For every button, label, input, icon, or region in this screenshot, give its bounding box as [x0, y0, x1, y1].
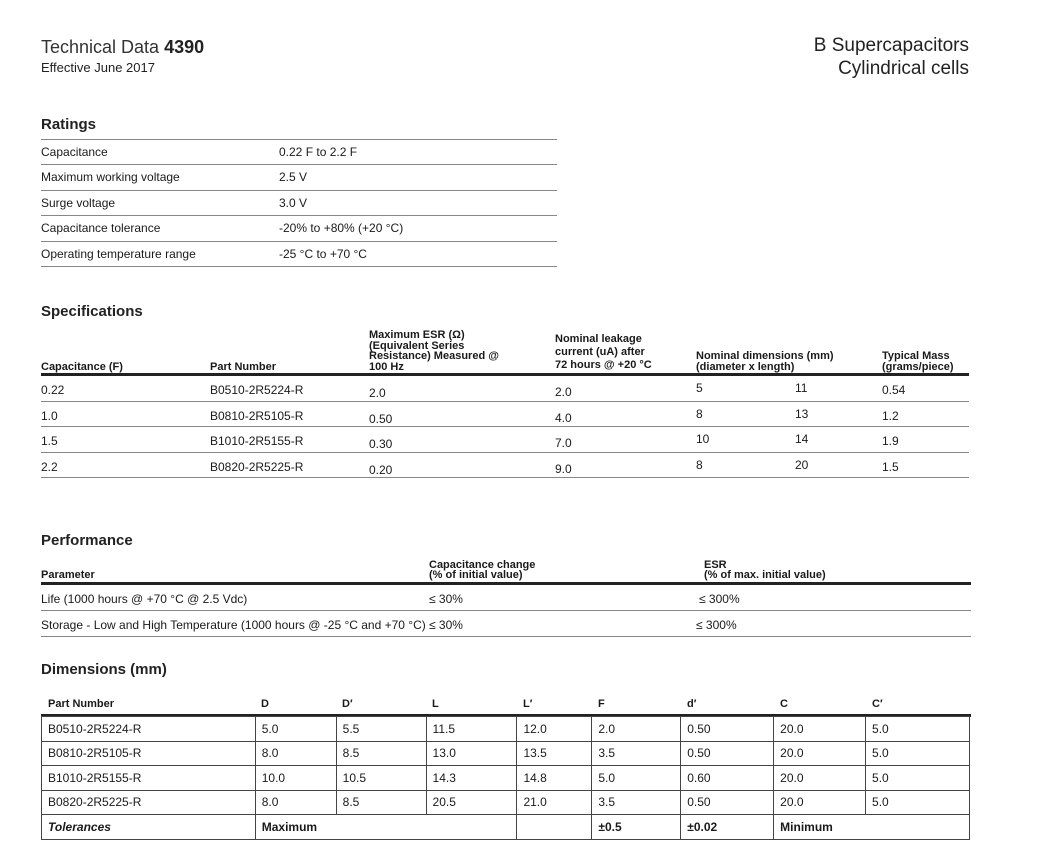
table-row [42, 741, 970, 766]
cell-leakage: 9.0 [555, 461, 572, 476]
cell-d-prime: 8.5 [336, 790, 426, 815]
cell-c-prime: 5.0 [866, 741, 970, 766]
table-row [41, 427, 969, 453]
col-capacitance: Capacitance (F) [41, 360, 123, 373]
cell-d: 8.0 [255, 790, 336, 815]
rating-value: -25 °C to +70 °C [279, 246, 367, 261]
cell-d-lower-prime: 0.50 [681, 741, 774, 766]
cap-change-header-line: Capacitance change [429, 559, 536, 571]
cell-c: 20.0 [774, 717, 866, 742]
tolerance-f: ±0.5 [592, 815, 681, 840]
col-d: D [261, 698, 269, 710]
cell-capacitance-change: ≤ 30% [429, 592, 463, 606]
performance-header [41, 557, 971, 585]
col-part-number: Part Number [48, 698, 115, 710]
cell-capacitance: 1.0 [41, 408, 58, 423]
table-row [41, 402, 969, 428]
cell-length: 11 [795, 381, 808, 395]
dims-header-line: (diameter x length) [696, 360, 795, 373]
cell-length: 20 [795, 457, 809, 472]
cell-diameter: 8 [696, 406, 703, 421]
table-row [41, 216, 557, 241]
esr-header-line: 100 Hz [369, 360, 404, 373]
cell-diameter: 10 [696, 432, 710, 446]
cell-l: 14.3 [426, 766, 517, 791]
esr-header-line: (Equivalent Series [369, 339, 465, 352]
tolerance-maximum: Maximum [255, 815, 517, 840]
cell-f: 5.0 [592, 766, 681, 791]
cell-mass: 1.5 [882, 459, 899, 474]
cell-capacitance: 0.22 [41, 383, 65, 397]
dims-header-line: Nominal dimensions (mm) [696, 350, 834, 362]
table-row [42, 766, 970, 791]
cell-mass: 1.2 [882, 408, 899, 423]
cell-mass: 1.9 [882, 434, 899, 448]
col-l-prime: L′ [523, 698, 533, 710]
cell-l: 13.0 [426, 741, 517, 766]
col-part-number: Part Number [210, 360, 277, 373]
cap-change-header-line: (% of initial value) [429, 569, 523, 581]
table-row [42, 790, 970, 815]
col-c-prime: C′ [872, 698, 883, 710]
tolerance-empty [517, 815, 592, 840]
cell-d: 5.0 [255, 717, 336, 742]
cell-f: 3.5 [592, 790, 681, 815]
col-capacitance-change [429, 560, 535, 580]
table-row [41, 139, 557, 165]
esr-header-line: Resistance) Measured @ [369, 350, 499, 362]
cell-d-prime: 8.5 [336, 741, 426, 766]
tolerance-d-lower-prime: ±0.02 [681, 815, 774, 840]
cell-d-prime: 10.5 [336, 766, 426, 791]
cell-part-number: B0810-2R5105-R [210, 408, 304, 423]
effective-date: Effective June 2017 [41, 60, 155, 75]
cell-d: 8.0 [255, 741, 336, 766]
cell-l-prime: 13.5 [517, 741, 592, 766]
cell-part-number: B0820-2R5225-R [210, 459, 304, 474]
cell-c: 20.0 [774, 766, 866, 791]
rating-label: Capacitance tolerance [41, 221, 161, 236]
table-row [41, 611, 971, 637]
table-row [41, 242, 557, 267]
cell-esr-change: ≤ 300% [699, 592, 740, 606]
col-d-prime: D′ [342, 698, 353, 710]
cell-parameter: Life (1000 hours @ +70 °C @ 2.5 Vdc) [41, 592, 248, 606]
col-esr-change [704, 560, 826, 580]
table-row [42, 717, 970, 742]
cell-l: 11.5 [426, 717, 517, 742]
dimensions-table [41, 716, 970, 840]
cell-d-lower-prime: 0.60 [681, 766, 774, 791]
cell-leakage: 4.0 [555, 410, 572, 425]
col-c: C [780, 698, 788, 710]
product-family [814, 34, 969, 80]
leakage-header-line: Nominal leakage [555, 333, 642, 345]
col-l: L [432, 698, 439, 710]
mass-header-line: Typical Mass [882, 350, 950, 362]
rating-label: Operating temperature range [41, 246, 196, 261]
table-row [41, 376, 969, 402]
specifications-title: Specifications [41, 303, 143, 320]
table-row [41, 453, 969, 479]
cell-parameter: Storage - Low and High Temperature (1000 hours @ -25 °C and +70 °C) [41, 618, 426, 632]
col-leakage [555, 333, 652, 372]
cell-c-prime: 5.0 [866, 717, 970, 742]
tolerance-minimum: Minimum [774, 815, 970, 840]
specifications-header [41, 329, 969, 376]
tolerances-label: Tolerances [42, 815, 256, 840]
cell-d-lower-prime: 0.50 [681, 717, 774, 742]
cell-esr: 0.50 [369, 411, 393, 426]
cell-l-prime: 21.0 [517, 790, 592, 815]
document-header [41, 37, 204, 75]
rating-value: 0.22 F to 2.2 F [279, 145, 358, 159]
dimensions-header [41, 694, 971, 717]
cell-part-number: B0510-2R5224-R [42, 717, 256, 742]
col-d-lower-prime: d′ [687, 698, 697, 710]
cell-capacitance-change: ≤ 30% [429, 618, 463, 632]
brand-line-1: B Supercapacitors [813, 35, 969, 56]
cell-length: 13 [795, 406, 809, 421]
col-f: F [598, 698, 605, 710]
cell-c: 20.0 [774, 790, 866, 815]
cell-capacitance: 2.2 [41, 459, 58, 474]
leakage-header-line: current (uA) after [555, 346, 645, 358]
cell-length: 14 [795, 432, 809, 446]
cell-part-number: B1010-2R5155-R [42, 766, 256, 791]
col-mass [882, 351, 954, 372]
esr-change-header-line: (% of max. initial value) [704, 569, 826, 581]
esr-change-header-line: ESR [704, 559, 727, 571]
cell-leakage: 7.0 [555, 436, 572, 450]
tolerances-row [42, 815, 970, 840]
cell-part-number: B0810-2R5105-R [42, 741, 256, 766]
dimensions-title: Dimensions (mm) [41, 661, 167, 678]
cell-part-number: B1010-2R5155-R [210, 434, 304, 448]
performance-title: Performance [41, 532, 133, 549]
cell-d-prime: 5.5 [336, 717, 426, 742]
specifications-table [41, 376, 969, 478]
cell-l-prime: 12.0 [517, 717, 592, 742]
cell-esr-change: ≤ 300% [696, 618, 737, 632]
leakage-header-line: 72 hours @ +20 °C [555, 359, 652, 371]
cell-esr: 0.30 [369, 437, 393, 451]
cell-diameter: 8 [696, 457, 703, 472]
cell-c-prime: 5.0 [866, 766, 970, 791]
cell-leakage: 2.0 [555, 385, 572, 399]
title-prefix: Technical Data [41, 37, 160, 57]
table-row [41, 165, 557, 190]
title-number: 4390 [164, 37, 205, 57]
cell-esr: 2.0 [369, 386, 386, 400]
mass-header-line: (grams/piece) [882, 360, 954, 373]
performance-table [41, 585, 971, 637]
table-row [41, 191, 557, 216]
cell-d-lower-prime: 0.50 [681, 790, 774, 815]
rating-label: Maximum working voltage [41, 170, 180, 185]
esr-header-line: Maximum ESR (Ω) [369, 329, 465, 341]
cell-diameter: 5 [696, 381, 703, 395]
col-esr [369, 330, 499, 372]
rating-label: Surge voltage [41, 195, 116, 210]
cell-f: 3.5 [592, 741, 681, 766]
cell-esr: 0.20 [369, 462, 393, 477]
document-title [41, 37, 204, 58]
cell-l: 20.5 [426, 790, 517, 815]
table-row [41, 585, 971, 611]
rating-value: 2.5 V [279, 170, 308, 185]
cell-l-prime: 14.8 [517, 766, 592, 791]
brand-line-2: Cylindrical cells [838, 58, 969, 79]
cell-d: 10.0 [255, 766, 336, 791]
ratings-title: Ratings [41, 116, 97, 133]
cell-c-prime: 5.0 [866, 790, 970, 815]
cell-f: 2.0 [592, 717, 681, 742]
cell-part-number: B0510-2R5224-R [210, 383, 304, 397]
cell-mass: 0.54 [882, 383, 906, 397]
col-dimensions [696, 351, 834, 372]
cell-c: 20.0 [774, 741, 866, 766]
rating-value: 3.0 V [279, 195, 308, 210]
ratings-table [41, 139, 557, 267]
rating-label: Capacitance [41, 145, 108, 159]
rating-value: -20% to +80% (+20 °C) [279, 221, 404, 236]
cell-capacitance: 1.5 [41, 434, 58, 448]
col-parameter: Parameter [41, 569, 95, 581]
cell-part-number: B0820-2R5225-R [42, 790, 256, 815]
